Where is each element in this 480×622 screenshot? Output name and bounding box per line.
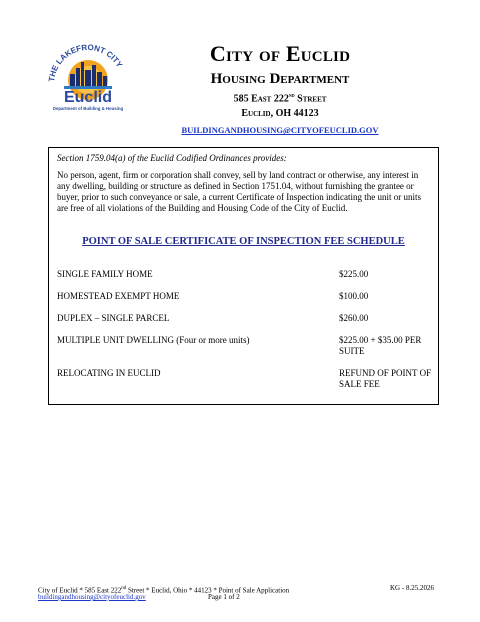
department-name: Housing Department <box>210 71 350 87</box>
city-state-zip: Euclid, OH 44123 <box>241 108 319 120</box>
footer-address: City of Euclid * 585 East 222nd Street * Euclid, Ohio * 44123 * Point of Sale Application <box>38 586 290 595</box>
footer-revision: KG - 8.25.2026 <box>390 584 434 592</box>
fee-schedule-title: POINT OF SALE CERTIFICATE OF INSPECTION FEE SCHEDULE <box>82 236 405 247</box>
fee-amount: $225.00 <box>339 269 369 279</box>
fee-schedule-box <box>48 147 439 405</box>
header-email-link[interactable]: BUILDINGANDHOUSING@CITYOFEUCLID.GOV <box>181 125 379 136</box>
fee-name: SINGLE FAMILY HOME <box>57 269 153 279</box>
fee-name: HOMESTEAD EXEMPT HOME <box>57 291 180 301</box>
fee-name: DUPLEX – SINGLE PARCEL <box>57 313 170 323</box>
fee-amount: $260.00 <box>339 313 369 323</box>
fee-name: RELOCATING IN EUCLID <box>57 368 161 378</box>
ordinance-text: No person, agent, firm or corporation shall convey, sell by land contract or otherwise, any interest in any dwelling, building or structure as defined in Section 1751.04, without furnishing the grantee or buyer, prior to such conveyance or sale, a current Certificate of Inspection indicating the unit or units are free of all violations of the Building and Housing Code of the City of Euclid. <box>57 170 422 213</box>
page-number: Page 1 of 2 <box>208 593 240 601</box>
fee-amount: REFUND OF POINT OF SALE FEE <box>339 368 432 389</box>
street-address: 585 East 222nd Street <box>233 93 327 105</box>
fee-amount: $100.00 <box>339 291 369 301</box>
fee-amount: $225.00 + $35.00 PER SUITE <box>339 335 422 356</box>
logo-wordmark: Euclid <box>63 89 113 106</box>
logo-arc-text: THE LAKEFRONT CITY <box>47 42 125 83</box>
fee-name: MULTIPLE UNIT DWELLING (Four or more units) <box>57 335 250 345</box>
letterhead <box>160 42 400 138</box>
ordinance-intro: Section 1759.04(a) of the Euclid Codified Ordinances provides: <box>57 153 287 163</box>
city-logo <box>40 40 136 112</box>
city-name: City of Euclid <box>209 41 351 66</box>
footer-email-link[interactable]: buildingandhousing@cityofeuclid.gov <box>38 593 146 601</box>
euclid-logo-graphic <box>40 40 136 112</box>
logo-subtitle: Department of Building & Housing <box>52 106 124 111</box>
